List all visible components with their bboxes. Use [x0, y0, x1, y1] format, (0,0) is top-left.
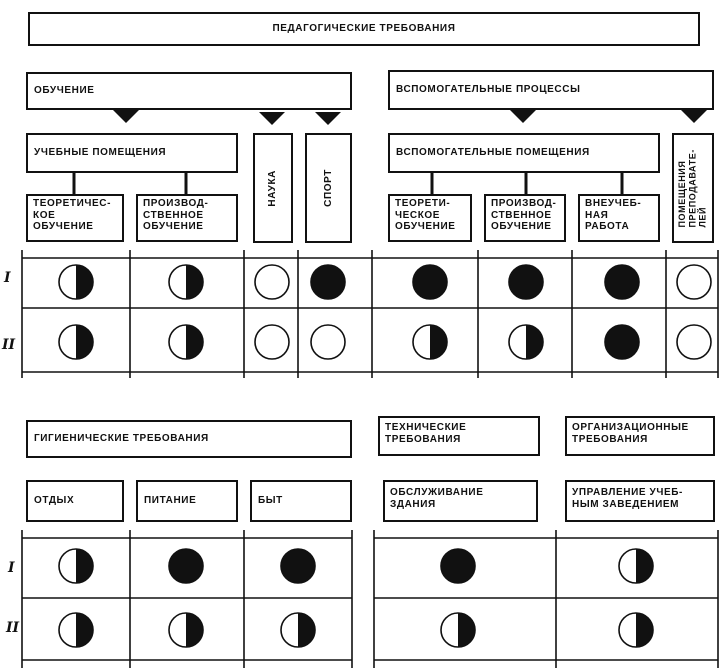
aux-processes-box: ВСПОМОГАТЕЛЬНЫЕ ПРОЦЕССЫ — [388, 70, 714, 110]
aux-rooms-box: ВСПОМОГАТЕЛЬНЫЕ ПОМЕЩЕНИЯ — [388, 133, 660, 173]
top-row-label-2: II — [2, 337, 16, 353]
hygiene-requirements-box: ГИГИЕНИЧЕСКИЕ ТРЕБОВАНИЯ — [26, 420, 352, 458]
bottom-symbol-r2-c3 — [281, 613, 315, 647]
theoretical-learning-box: ТЕОРЕТИЧЕС- КОЕ ОБУЧЕНИЕ — [26, 194, 124, 242]
bottom-symbol-r2-c1 — [59, 613, 93, 647]
arrow-learning-classrooms — [113, 110, 139, 123]
top-symbol-r2-c2 — [169, 325, 203, 359]
top-symbol-r1-c4 — [311, 265, 345, 299]
living-box: БЫТ — [250, 480, 352, 522]
organizational-requirements-box: ОРГАНИЗАЦИОННЫЕ ТРЕБОВАНИЯ — [565, 416, 715, 456]
bottom-row-label-1: I — [8, 560, 15, 576]
sport-box: СПОРТ — [305, 133, 352, 243]
technical-requirements-box: ТЕХНИЧЕСКИЕ ТРЕБОВАНИЯ — [378, 416, 540, 456]
arrow-aux-rooms — [510, 110, 536, 123]
top-symbol-r2-c7 — [605, 325, 639, 359]
food-box: ПИТАНИЕ — [136, 480, 238, 522]
top-symbol-r1-c6 — [509, 265, 543, 299]
rest-box: ОТДЫХ — [26, 480, 124, 522]
learning-box: ОБУЧЕНИЕ — [26, 72, 352, 110]
bottom-symbol-r1-c2 — [169, 549, 203, 583]
bottom-symbol-r1-c4 — [441, 549, 475, 583]
production-learning-box: ПРОИЗВОД- СТВЕННОЕ ОБУЧЕНИЕ — [136, 194, 238, 242]
top-symbol-r1-c5 — [413, 265, 447, 299]
bottom-symbol-r2-c2 — [169, 613, 203, 647]
top-symbol-r1-c2 — [169, 265, 203, 299]
bottom-symbol-r1-c5 — [619, 549, 653, 583]
top-symbol-r2-c8 — [677, 325, 711, 359]
arrow-sport — [315, 112, 341, 125]
top-symbol-r2-c1 — [59, 325, 93, 359]
top-symbol-r1-c7 — [605, 265, 639, 299]
arrow-science — [259, 112, 285, 125]
classrooms-box: УЧЕБНЫЕ ПОМЕЩЕНИЯ — [26, 133, 238, 173]
top-symbol-r2-c3 — [255, 325, 289, 359]
bottom-symbol-r2-c5 — [619, 613, 653, 647]
arrow-teacher-rooms — [681, 110, 707, 123]
bottom-symbol-r2-c4 — [441, 613, 475, 647]
top-symbol-r1-c1 — [59, 265, 93, 299]
aux-production-learning-box: ПРОИЗВОД- СТВЕННОЕ ОБУЧЕНИЕ — [484, 194, 566, 242]
top-symbol-r1-c3 — [255, 265, 289, 299]
top-symbol-r1-c8 — [677, 265, 711, 299]
building-maintenance-box: ОБСЛУЖИВАНИЕ ЗДАНИЯ — [383, 480, 538, 522]
bottom-symbol-r1-c1 — [59, 549, 93, 583]
top-symbol-r2-c6 — [509, 325, 543, 359]
top-symbol-r2-c4 — [311, 325, 345, 359]
pedagogical-requirements-box: ПЕДАГОГИЧЕСКИЕ ТРЕБОВАНИЯ — [28, 12, 700, 46]
science-box: НАУКА — [253, 133, 293, 243]
top-row-label-1: I — [4, 270, 11, 286]
teacher-rooms-box: ПОМЕЩЕНИЯ ПРЕПОДАВАТЕ- ЛЕЙ — [672, 133, 714, 243]
extracurricular-work-box: ВНЕУЧЕБ- НАЯ РАБОТА — [578, 194, 660, 242]
bottom-symbol-r1-c3 — [281, 549, 315, 583]
aux-theoretical-learning-box: ТЕОРЕТИ- ЧЕСКОЕ ОБУЧЕНИЕ — [388, 194, 472, 242]
bottom-row-label-2: II — [6, 620, 20, 636]
management-box: УПРАВЛЕНИЕ УЧЕБ- НЫМ ЗАВЕДЕНИЕМ — [565, 480, 715, 522]
top-symbol-r2-c5 — [413, 325, 447, 359]
